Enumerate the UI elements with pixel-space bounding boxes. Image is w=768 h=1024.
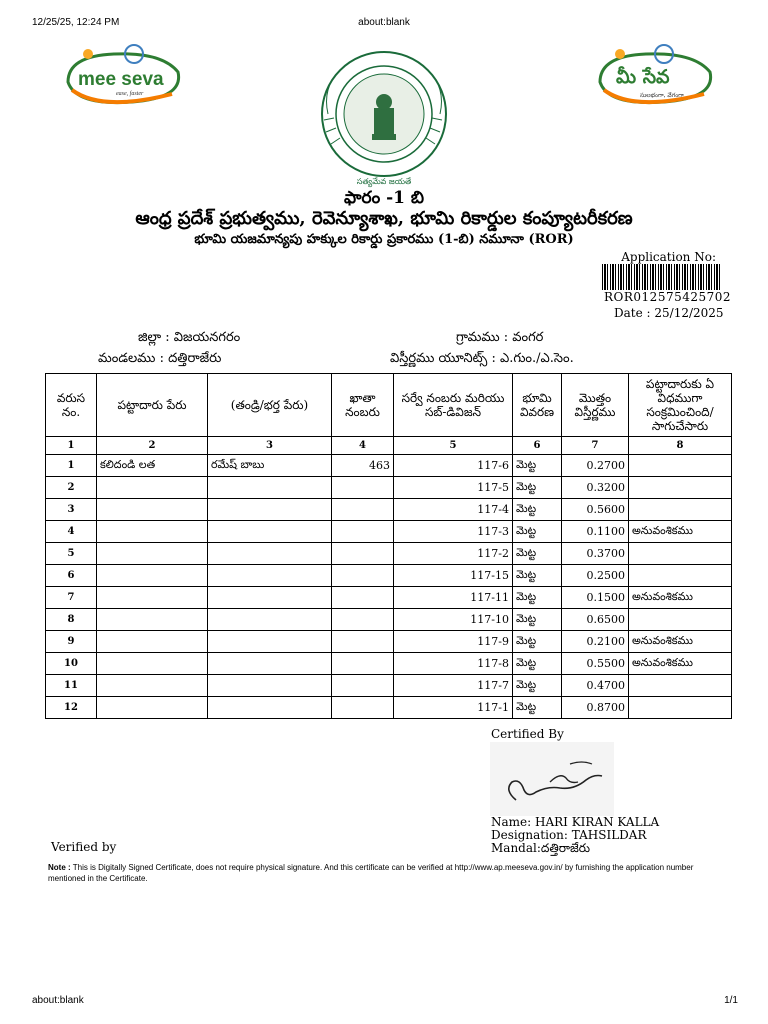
table-header-row: [46, 374, 732, 437]
signatory-mandal: Mandal:దత్తిరాజేరు: [491, 841, 591, 855]
row-land-type: మెట్ట: [513, 631, 562, 653]
row-extent: 0.2100: [562, 631, 629, 653]
left-logo-text: mee seva: [78, 69, 164, 90]
col-header-sno: వరుస నం.: [46, 374, 97, 437]
application-number: ROR012575425702: [604, 290, 732, 304]
certificate-note: [48, 862, 728, 884]
meeseva-logo-right-icon: [594, 42, 716, 114]
row-sno: 6: [46, 565, 97, 587]
row-father-name: [208, 543, 332, 565]
row-sno: 8: [46, 609, 97, 631]
row-khata-number: [332, 631, 394, 653]
row-extent: 0.6500: [562, 609, 629, 631]
emblem-motto: సత్యమేవ జయతే: [356, 177, 412, 186]
row-acquisition: [629, 697, 732, 719]
col-number: 2: [97, 437, 208, 455]
row-survey-number: 117-7: [394, 675, 513, 697]
date-label: Date :: [614, 306, 651, 320]
table-row: [46, 653, 732, 675]
ap-emblem: [314, 48, 454, 188]
row-acquisition: [629, 609, 732, 631]
table-row: [46, 609, 732, 631]
application-label: Application No:: [621, 250, 716, 264]
ap-emblem-icon: [314, 48, 454, 188]
col-header-father: (తండ్రి/భర్త పేరు): [208, 374, 332, 437]
row-land-type: మెట్ట: [513, 653, 562, 675]
table-row: [46, 631, 732, 653]
col-header-acquisition: పట్టాదారుకు ఏ విధముగా సంక్రమించింది/ సాగుచేసారు: [629, 374, 732, 437]
row-khata-number: [332, 609, 394, 631]
row-survey-number: 117-2: [394, 543, 513, 565]
village-label: గ్రామము :: [456, 330, 509, 345]
row-survey-number: 117-4: [394, 499, 513, 521]
col-number: 1: [46, 437, 97, 455]
row-survey-number: 117-15: [394, 565, 513, 587]
meeseva-logo-right: [594, 42, 716, 114]
row-owner-name: [97, 521, 208, 543]
row-owner-name: [97, 697, 208, 719]
row-khata-number: [332, 543, 394, 565]
col-number: 5: [394, 437, 513, 455]
row-sno: 1: [46, 455, 97, 477]
col-header-name: పట్టాదారు పేరు: [97, 374, 208, 437]
row-sno: 3: [46, 499, 97, 521]
row-extent: 0.4700: [562, 675, 629, 697]
table-row: [46, 499, 732, 521]
row-extent: 0.5500: [562, 653, 629, 675]
row-sno: 2: [46, 477, 97, 499]
row-khata-number: [332, 499, 394, 521]
row-sno: 5: [46, 543, 97, 565]
row-khata-number: [332, 675, 394, 697]
row-father-name: [208, 653, 332, 675]
meeseva-logo-left-icon: [62, 42, 184, 114]
row-owner-name: [97, 609, 208, 631]
table-row: [46, 521, 732, 543]
row-land-type: మెట్ట: [513, 565, 562, 587]
table-row: [46, 587, 732, 609]
row-land-type: మెట్ట: [513, 499, 562, 521]
table-row: [46, 455, 732, 477]
col-header-survey: సర్వే నంబరు మరియు సబ్-డివిజన్: [394, 374, 513, 437]
row-khata-number: 463: [332, 455, 394, 477]
row-father-name: [208, 587, 332, 609]
signature-icon: [490, 742, 614, 816]
unit-row: [390, 351, 574, 369]
sub-title: భూమి యజమాన్యపు హక్కుల రికార్డు ప్రకారము (1-బి) నమూనా (ROR): [194, 232, 574, 247]
verified-by-label: Verified by: [51, 840, 117, 854]
row-acquisition: అనువంశికము: [629, 653, 732, 675]
row-land-type: మెట్ట: [513, 587, 562, 609]
row-survey-number: 117-3: [394, 521, 513, 543]
row-khata-number: [332, 697, 394, 719]
col-number: 8: [629, 437, 732, 455]
row-khata-number: [332, 565, 394, 587]
date-row: [614, 306, 724, 320]
right-logo-tagline: సులభంగా, వేగంగా: [640, 92, 684, 99]
row-father-name: [208, 609, 332, 631]
col-number: 3: [208, 437, 332, 455]
district-value: విజయనగరం: [173, 330, 241, 345]
row-land-type: మెట్ట: [513, 543, 562, 565]
print-footer-url: about:blank: [32, 995, 84, 1006]
row-extent: 0.2500: [562, 565, 629, 587]
mandal-row: [98, 351, 221, 369]
row-owner-name: [97, 565, 208, 587]
certified-by-label: Certified By: [491, 727, 564, 741]
village-value: వంగర: [512, 330, 544, 345]
row-sno: 12: [46, 697, 97, 719]
row-extent: 0.3700: [562, 543, 629, 565]
row-extent: 0.8700: [562, 697, 629, 719]
row-land-type: మెట్ట: [513, 675, 562, 697]
row-acquisition: [629, 565, 732, 587]
note-label: Note :: [48, 863, 71, 872]
unit-label: విస్తీర్ణము యూనిట్స్ :: [390, 351, 496, 366]
row-extent: 0.5600: [562, 499, 629, 521]
row-owner-name: [97, 631, 208, 653]
right-logo-text: మీ సేవ: [616, 66, 670, 88]
row-acquisition: [629, 455, 732, 477]
mandal-value: దత్తిరాజేరు: [168, 351, 222, 366]
meeseva-logo-left: [62, 42, 184, 114]
row-father-name: [208, 565, 332, 587]
row-sno: 9: [46, 631, 97, 653]
row-land-type: మెట్ట: [513, 697, 562, 719]
row-khata-number: [332, 477, 394, 499]
print-page-count: 1/1: [724, 995, 738, 1006]
row-survey-number: 117-6: [394, 455, 513, 477]
row-sno: 4: [46, 521, 97, 543]
table-row: [46, 565, 732, 587]
row-acquisition: అనువంశికము: [629, 521, 732, 543]
district-label: జిల్లా :: [138, 330, 170, 345]
date-value: 25/12/2025: [654, 306, 724, 320]
table-row: [46, 543, 732, 565]
row-sno: 7: [46, 587, 97, 609]
row-father-name: [208, 521, 332, 543]
row-survey-number: 117-5: [394, 477, 513, 499]
row-extent: 0.1100: [562, 521, 629, 543]
row-khata-number: [332, 521, 394, 543]
col-number: 4: [332, 437, 394, 455]
table-row: [46, 675, 732, 697]
row-land-type: మెట్ట: [513, 521, 562, 543]
row-acquisition: [629, 477, 732, 499]
row-sno: 10: [46, 653, 97, 675]
main-title: ఆంధ్ర ప్రదేశ్ ప్రభుత్వము, రెవెన్యూశాఖ, భూమి రికార్డుల కంప్యూటరీకరణ: [135, 208, 633, 229]
row-father-name: [208, 697, 332, 719]
row-father-name: రమేష్ బాబు: [208, 455, 332, 477]
print-datetime: 12/25/25, 12:24 PM: [32, 17, 120, 28]
left-logo-tagline: ease, faster: [116, 91, 144, 97]
row-owner-name: [97, 543, 208, 565]
row-owner-name: [97, 499, 208, 521]
row-owner-name: [97, 653, 208, 675]
note-text: This is Digitally Signed Certificate, does not require physical signature. And this certificate can be verified at http://www.ap.meeseva.gov.in/ by furnishing the application number mentioned in the Certificate.: [48, 863, 694, 883]
row-khata-number: [332, 587, 394, 609]
signatory-name: Name: HARI KIRAN KALLA: [491, 815, 660, 829]
ror-table: [45, 373, 732, 719]
row-survey-number: 117-10: [394, 609, 513, 631]
unit-value: ఎ.గుం./ఎ.సెం.: [499, 351, 574, 366]
barcode: [602, 264, 720, 290]
print-page-title: about:blank: [358, 17, 410, 28]
signature-image: [490, 742, 614, 816]
row-owner-name: కలిదండి లత: [97, 455, 208, 477]
row-father-name: [208, 499, 332, 521]
row-acquisition: [629, 543, 732, 565]
row-owner-name: [97, 675, 208, 697]
row-acquisition: [629, 499, 732, 521]
form-title: ఫారం -1 బి: [343, 188, 425, 208]
row-survey-number: 117-11: [394, 587, 513, 609]
row-extent: 0.3200: [562, 477, 629, 499]
district-row: [138, 330, 240, 348]
col-number: 7: [562, 437, 629, 455]
row-land-type: మెట్ట: [513, 455, 562, 477]
row-owner-name: [97, 477, 208, 499]
row-survey-number: 117-9: [394, 631, 513, 653]
col-header-land: భూమి వివరణ: [513, 374, 562, 437]
row-owner-name: [97, 587, 208, 609]
col-header-khata: ఖాతా నంబరు: [332, 374, 394, 437]
table-row: [46, 477, 732, 499]
table-column-number-row: [46, 437, 732, 455]
row-father-name: [208, 675, 332, 697]
row-extent: 0.1500: [562, 587, 629, 609]
row-father-name: [208, 477, 332, 499]
row-sno: 11: [46, 675, 97, 697]
col-header-extent: మొత్తం విస్తీర్ణము: [562, 374, 629, 437]
row-acquisition: అనువంశికము: [629, 587, 732, 609]
row-land-type: మెట్ట: [513, 477, 562, 499]
row-acquisition: అనువంశికము: [629, 631, 732, 653]
village-row: [456, 330, 543, 348]
row-acquisition: [629, 675, 732, 697]
row-extent: 0.2700: [562, 455, 629, 477]
table-row: [46, 697, 732, 719]
mandal-label: మండలము :: [98, 351, 164, 366]
row-land-type: మెట్ట: [513, 609, 562, 631]
signatory-block: [491, 816, 659, 855]
row-father-name: [208, 631, 332, 653]
row-survey-number: 117-8: [394, 653, 513, 675]
row-khata-number: [332, 653, 394, 675]
col-number: 6: [513, 437, 562, 455]
row-survey-number: 117-1: [394, 697, 513, 719]
signatory-designation: Designation: TAHSILDAR: [491, 828, 647, 842]
